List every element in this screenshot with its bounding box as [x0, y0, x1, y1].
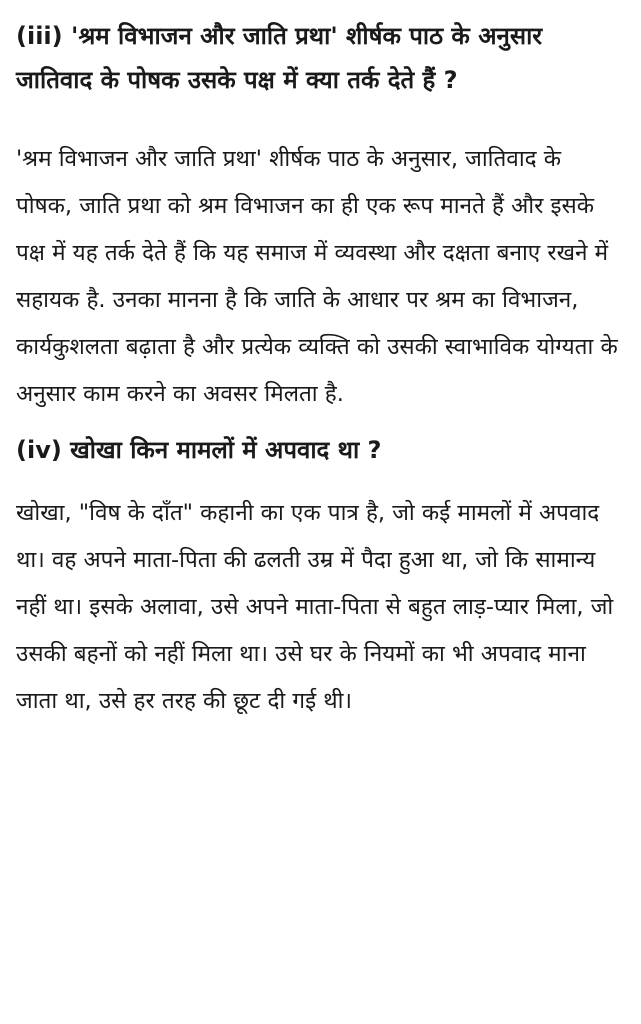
question-iii: (iii) 'श्रम विभाजन और जाति प्रथा' शीर्षक पाठ के अनुसार जातिवाद के पोषक उसके पक्ष में क्या तर्क देते हैं ?	[16, 22, 543, 94]
answer-iii: 'श्रम विभाजन और जाति प्रथा' शीर्षक पाठ के अनुसार, जातिवाद के पोषक, जाति प्रथा को श्रम विभाजन का ही एक रूप मानते हैं और इसके पक्ष में यह तर्क देते हैं कि यह समाज में व्यवस्था और दक्षता बनाए रखने में सहायक है. उनका मानना है कि जाति के आधार पर श्रम का विभाजन, कार्यकुशलता बढ़ाता है और प्रत्येक व्यक्ति को उसकी स्वाभाविक योग्यता के अनुसार काम करने का अवसर मिलता है.	[16, 146, 618, 407]
question-iv: (iv) खोखा किन मामलों में अपवाद था ?	[16, 436, 382, 464]
answer-iv: खोखा, "विष के दाँत" कहानी का एक पात्र है, जो कई मामलों में अपवाद था। वह अपने माता-पिता की ढलती उम्र में पैदा हुआ था, जो कि सामान्य नहीं था। इसके अलावा, उसे अपने माता-पिता से बहुत लाड़-प्यार मिला, जो उसकी बहनों को नहीं मिला था। उसे घर के नियमों का भी अपवाद माना जाता था, उसे हर तरह की छूट दी गई थी।	[16, 500, 614, 714]
